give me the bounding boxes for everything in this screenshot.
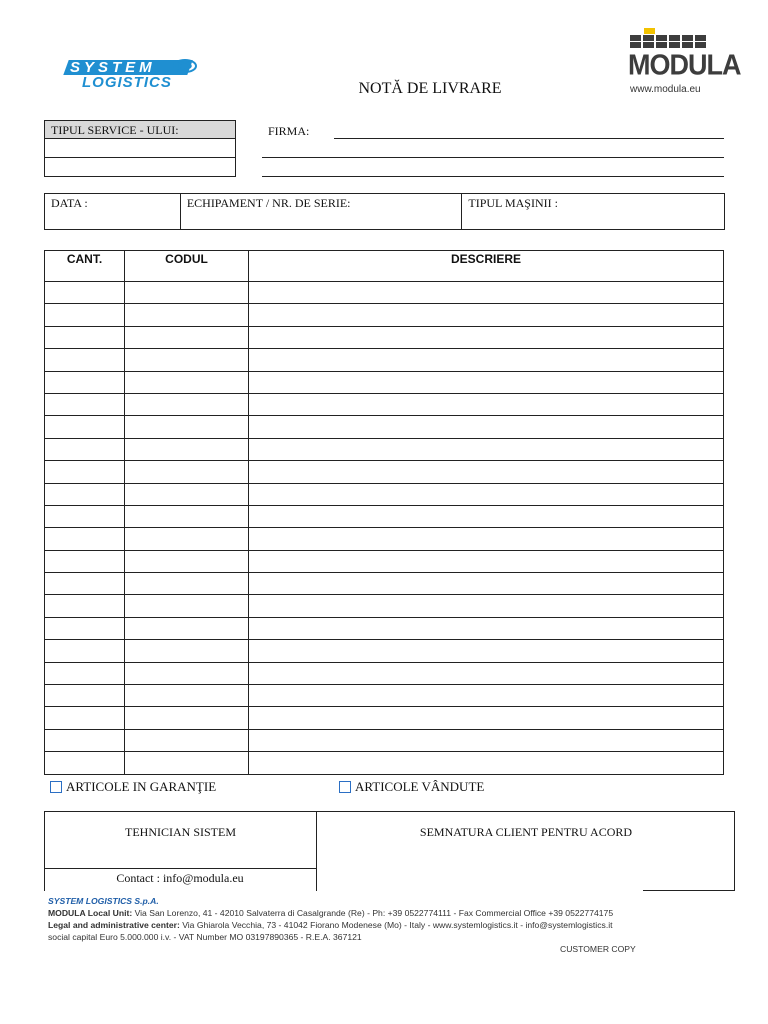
cant-cell[interactable] xyxy=(45,595,125,617)
codul-cell[interactable] xyxy=(125,282,249,304)
cant-cell[interactable] xyxy=(45,550,125,572)
table-row xyxy=(45,729,724,751)
cant-cell[interactable] xyxy=(45,662,125,684)
table-row xyxy=(45,371,724,393)
data-label: DATA : xyxy=(51,196,88,210)
codul-cell[interactable] xyxy=(125,326,249,348)
table-row xyxy=(45,662,724,684)
table-row xyxy=(45,640,724,662)
descriere-cell[interactable] xyxy=(249,416,724,438)
cant-cell[interactable] xyxy=(45,505,125,527)
codul-cell[interactable] xyxy=(125,685,249,707)
cant-cell[interactable] xyxy=(45,393,125,415)
codul-cell[interactable] xyxy=(125,461,249,483)
footer-local-unit-label: MODULA Local Unit: xyxy=(48,908,133,918)
table-row xyxy=(45,595,724,617)
descriere-cell[interactable] xyxy=(249,685,724,707)
descriere-cell[interactable] xyxy=(249,505,724,527)
cant-cell[interactable] xyxy=(45,685,125,707)
modula-url: www.modula.eu xyxy=(630,84,701,95)
footer xyxy=(48,895,648,943)
cant-cell[interactable] xyxy=(45,438,125,460)
service-type-field-2[interactable] xyxy=(45,158,235,177)
firma-label: FIRMA: xyxy=(268,124,310,138)
cant-cell[interactable] xyxy=(45,349,125,371)
modula-logo xyxy=(628,28,741,100)
descriere-cell[interactable] xyxy=(249,304,724,326)
descriere-cell[interactable] xyxy=(249,640,724,662)
descriere-cell[interactable] xyxy=(249,662,724,684)
firma-line-1[interactable] xyxy=(334,138,724,139)
cant-cell[interactable] xyxy=(45,617,125,639)
descriere-cell[interactable] xyxy=(249,595,724,617)
table-row xyxy=(45,304,724,326)
descriere-cell[interactable] xyxy=(249,349,724,371)
codul-cell[interactable] xyxy=(125,573,249,595)
table-row xyxy=(45,573,724,595)
codul-cell[interactable] xyxy=(125,371,249,393)
cant-cell[interactable] xyxy=(45,483,125,505)
column-header-descriere: DESCRIERE xyxy=(249,251,724,282)
cant-cell[interactable] xyxy=(45,528,125,550)
codul-cell[interactable] xyxy=(125,617,249,639)
checkbox-square[interactable] xyxy=(339,781,351,793)
codul-cell[interactable] xyxy=(125,483,249,505)
cant-cell[interactable] xyxy=(45,752,125,774)
logo-system-text: SYSTEM xyxy=(70,59,156,76)
cant-cell[interactable] xyxy=(45,371,125,393)
codul-cell[interactable] xyxy=(125,595,249,617)
footer-legal: Via Ghiarola Vecchia, 73 - 41042 Fiorano Modenese (Mo) - Italy - www.systemlogistics.it - info@systemlogistics.it xyxy=(179,920,613,930)
data-field[interactable] xyxy=(45,194,181,229)
tipul-masinii-label: TIPUL MAŞINII : xyxy=(468,196,558,210)
info-row xyxy=(44,193,725,230)
codul-cell[interactable] xyxy=(125,416,249,438)
codul-cell[interactable] xyxy=(125,393,249,415)
descriere-cell[interactable] xyxy=(249,483,724,505)
codul-cell[interactable] xyxy=(125,752,249,774)
cant-cell[interactable] xyxy=(45,416,125,438)
descriere-cell[interactable] xyxy=(249,528,724,550)
descriere-cell[interactable] xyxy=(249,393,724,415)
table-row xyxy=(45,326,724,348)
descriere-cell[interactable] xyxy=(249,617,724,639)
modula-wordmark: MODULA xyxy=(628,49,741,81)
table-row xyxy=(45,550,724,572)
table-row xyxy=(45,528,724,550)
signature-bottom-line xyxy=(643,890,735,891)
service-type-label: TIPUL SERVICE - ULUI: xyxy=(45,121,235,139)
table-row xyxy=(45,707,724,729)
cant-cell[interactable] xyxy=(45,461,125,483)
footer-capital: social capital Euro 5.000.000 i.v. - VAT Number MO 03197890365 - R.E.A. 367121 xyxy=(48,932,362,942)
table-row xyxy=(45,282,724,304)
warranty-checkbox[interactable] xyxy=(50,779,216,795)
table-row xyxy=(45,685,724,707)
logo-logistics-text: LOGISTICS xyxy=(82,74,172,91)
modula-grid-icon xyxy=(630,28,710,50)
cant-cell[interactable] xyxy=(45,304,125,326)
echipament-label: ECHIPAMENT / NR. DE SERIE: xyxy=(186,196,351,210)
codul-cell[interactable] xyxy=(125,505,249,527)
table-row xyxy=(45,393,724,415)
descriere-cell[interactable] xyxy=(249,707,724,729)
descriere-cell[interactable] xyxy=(249,752,724,774)
customer-copy-label: CUSTOMER COPY xyxy=(560,944,636,954)
cant-cell[interactable] xyxy=(45,326,125,348)
page-title: NOTĂ DE LIVRARE xyxy=(358,80,502,97)
codul-cell[interactable] xyxy=(125,349,249,371)
codul-cell[interactable] xyxy=(125,304,249,326)
warranty-label: ARTICOLE IN GARANŢIE xyxy=(66,779,217,794)
footer-company: SYSTEM LOGISTICS S.p.A. xyxy=(48,896,159,906)
sold-checkbox[interactable] xyxy=(339,779,484,795)
swirl-icon xyxy=(172,58,198,74)
descriere-cell[interactable] xyxy=(249,371,724,393)
descriere-cell[interactable] xyxy=(249,573,724,595)
tipul-masinii-field[interactable] xyxy=(462,194,724,229)
column-header-cant: CANT. xyxy=(45,251,125,282)
codul-cell[interactable] xyxy=(125,640,249,662)
descriere-cell[interactable] xyxy=(249,461,724,483)
contact-email: Contact : info@modula.eu xyxy=(44,869,317,891)
cant-cell[interactable] xyxy=(45,640,125,662)
firma-line-3[interactable] xyxy=(262,176,724,177)
cant-cell[interactable] xyxy=(45,573,125,595)
client-signature-label: SEMNATURA CLIENT PENTRU ACORD xyxy=(419,825,633,839)
table-row xyxy=(45,461,724,483)
descriere-cell[interactable] xyxy=(249,550,724,572)
sold-label: ARTICOLE VÂNDUTE xyxy=(355,779,485,794)
firma-line-2[interactable] xyxy=(262,157,724,158)
column-header-codul: CODUL xyxy=(125,251,249,282)
table-row xyxy=(45,505,724,527)
table-header-row xyxy=(45,251,724,282)
table-row xyxy=(45,752,724,774)
descriere-cell[interactable] xyxy=(249,438,724,460)
codul-cell[interactable] xyxy=(125,438,249,460)
descriere-cell[interactable] xyxy=(249,729,724,751)
table-row xyxy=(45,416,724,438)
cant-cell[interactable] xyxy=(45,707,125,729)
items-table xyxy=(44,250,724,775)
service-type-field-1[interactable] xyxy=(45,139,235,158)
footer-local-unit: Via San Lorenzo, 41 - 42010 Salvaterra di Casalgrande (Re) - Ph: +39 0522774111 - Fax Commercial Office +39 0522774175 xyxy=(132,908,614,918)
table-row xyxy=(45,438,724,460)
codul-cell[interactable] xyxy=(125,528,249,550)
footer-legal-label: Legal and administrative center: xyxy=(48,920,180,930)
service-type-box xyxy=(44,120,236,177)
technician-label: TEHNICIAN SISTEM xyxy=(125,825,236,839)
technician-box[interactable] xyxy=(44,811,317,869)
codul-cell[interactable] xyxy=(125,550,249,572)
codul-cell[interactable] xyxy=(125,707,249,729)
table-row xyxy=(45,483,724,505)
checkbox-square[interactable] xyxy=(50,781,62,793)
codul-cell[interactable] xyxy=(125,729,249,751)
cant-cell[interactable] xyxy=(45,282,125,304)
descriere-cell[interactable] xyxy=(249,326,724,348)
signature-area xyxy=(44,811,735,891)
table-row xyxy=(45,617,724,639)
echipament-field[interactable] xyxy=(181,194,463,229)
descriere-cell[interactable] xyxy=(249,282,724,304)
table-row xyxy=(45,349,724,371)
cant-cell[interactable] xyxy=(45,729,125,751)
codul-cell[interactable] xyxy=(125,662,249,684)
